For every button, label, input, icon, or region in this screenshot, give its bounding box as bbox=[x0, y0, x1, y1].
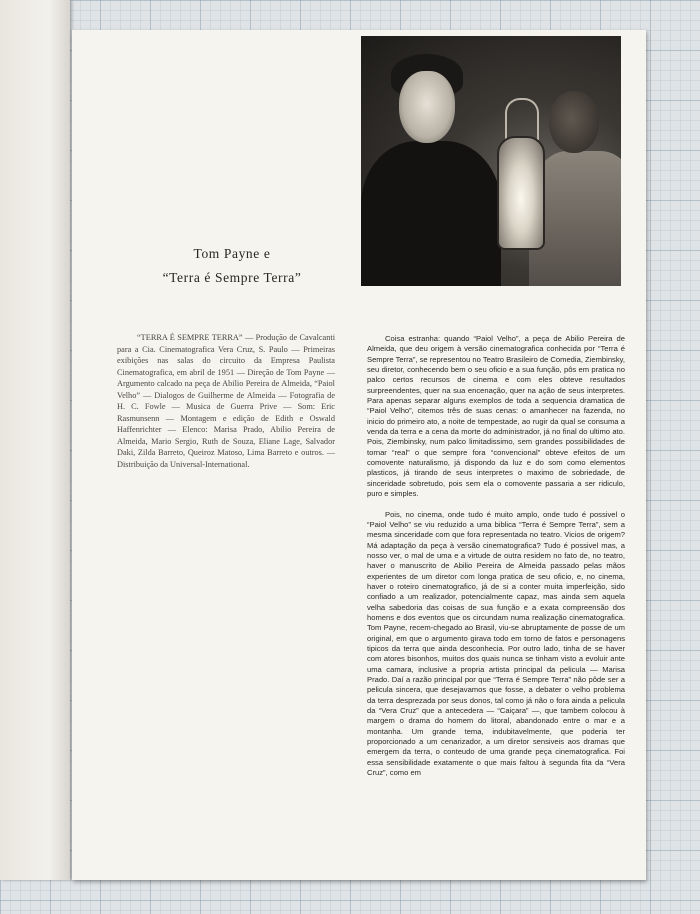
facing-page-edge bbox=[0, 0, 70, 880]
title-line-1: Tom Payne e bbox=[193, 246, 271, 261]
film-credits: “TERRA É SEMPRE TERRA” — Produção de Cavalcanti para a Cia. Cinematografica Vera Cruz, S. Paulo — Primeiras exibições nas salas do circuito da Empresa Paulista Cinematografica, em abril de 1951 — Direção de Tom Payne — Argumento calcado na peça de Abilio Pereira de Almeida, “Paiol Velho” — Dialogos de Guilherme de Almeida — Fotografia de H. C. Fowle — Musica de Guerra Prive — Som: Eric Rasmunsenn — Montagem e edição de Edith e Oswald Haffenrichter — Elenco: Marisa Prado, Abilio Pereira de Almeida, Mario Sergio, Ruth de Souza, Eliane Lage, Salvador Daki, Zilda Barreto, Queiroz Matoso, Lima Barreto e outros. — Distribuição da Universal-International. bbox=[117, 333, 335, 469]
photo-woman-figure bbox=[361, 141, 501, 286]
article-title bbox=[132, 242, 332, 290]
title-line-2: “Terra é Sempre Terra” bbox=[162, 270, 302, 285]
article-paragraph-2: Pois, no cinema, onde tudo é muito amplo, onde tudo é possivel o “Paiol Velho” se viu reduzido a uma biblica “Terra é Sempre Terra”, sem a mesma sinceridade com que fora representada no teatro. Vicios de origem? Má adaptação da peça à versão cinematografica? Tudo é possivel mas, a nosso ver, o mal de uma e a virtude de outra residem no fato de, no teatro, haver o manuscrito de Abilio Pereira de Almeida passado pelas mãos experientes de um diretor com longa pratica de seu oficio, e, no cinema, haver o roteiro cinematografico, já de si a conter muita imperfeição, sido confiado a um realizador, potencialmente capaz, mas ainda sem aquela velha sabedoria das coisas de sua função e a exata compreensão dos homens e dos eventos que os circundam numa realização cinematografica. Tom Payne, recem-chegado ao Brasil, viu-se abruptamente de posse de um original, em que o argumento girava todo em torno de fatos e personagens tipicos da terra que ainda desconhecia. Por outro lado, tinha de se haver com atores bisonhos, muitos dos quais nunca se tinham visto a evoluir ante uma camara, inclusive a propria artista principal da pelicula — Marisa Prado. Daí a razão principal por que “Terra é Sempre Terra” não pôde ser a pelicula sincera, que desejavamos que fosse, a debater o velho problema da terra desprezada por seus donos, tal como já não o fora ainda a pelicula da “Vera Cruz” que a antecedera — “Caiçara” —, que tambem colocou à margem o drama do homem do litoral, abandonado entre o mar e a montanha. Um grande tema, indubitavelmente, que poderia ter proporcionado a um cenarizador, a um diretor sensiveis aos dramas que emergem da terra, o conteudo de uma grande peça cinematografica. Foi essa sensibilidade exatamente o que mais faltou à segunda fita da “Vera Cruz”, como em bbox=[367, 509, 625, 778]
article-paragraph-1: Coisa estranha: quando “Paiol Velho”, a peça de Abilio Pereira de Almeida, que deu origem à versão cinematografica conhecida por “Terra é Sempre Terra”, se representou no Teatro Brasileiro de Comedia, Ziembinsky, seu diretor, conhecendo bem o seu oficio e a sua função, pôs em pratica no palco certos recursos de cinema e com eles obteve resultados surpreendentes, quer na sua encenação, quer na ação de seus interpretes. Para apenas separar alguns exemplos de toda a sequencia dramatica de “Paiol Velho”, citemos três de suas cenas: o amanhecer na fazenda, no inicio do primeiro ato, a noite de tempestade, ao rugir da qual se consuma a venda da terra e a cena da morte do administrador, já no final do ultimo ato. Pois, Ziembinsky, num palco limitadissimo, sem grandes possibilidades de tornar “real” o que sempre fora “convencional” obteve efeitos de um comovente naturalismo, já dispondo da luz e do som como elementos plasticos, já tirando de seus interpretes o maximo de sobriedade, de sinceridade sobretudo, pois sem ela o comovente passaria a ser ridiculo, puro e simples. bbox=[367, 334, 625, 499]
film-still-photo bbox=[361, 36, 621, 286]
photo-woman-face bbox=[399, 71, 455, 143]
photo-man-face bbox=[549, 91, 599, 153]
article-body bbox=[367, 334, 625, 788]
photo-lantern-handle bbox=[505, 98, 539, 140]
photo-lantern bbox=[497, 136, 545, 250]
magazine-page bbox=[72, 30, 646, 880]
